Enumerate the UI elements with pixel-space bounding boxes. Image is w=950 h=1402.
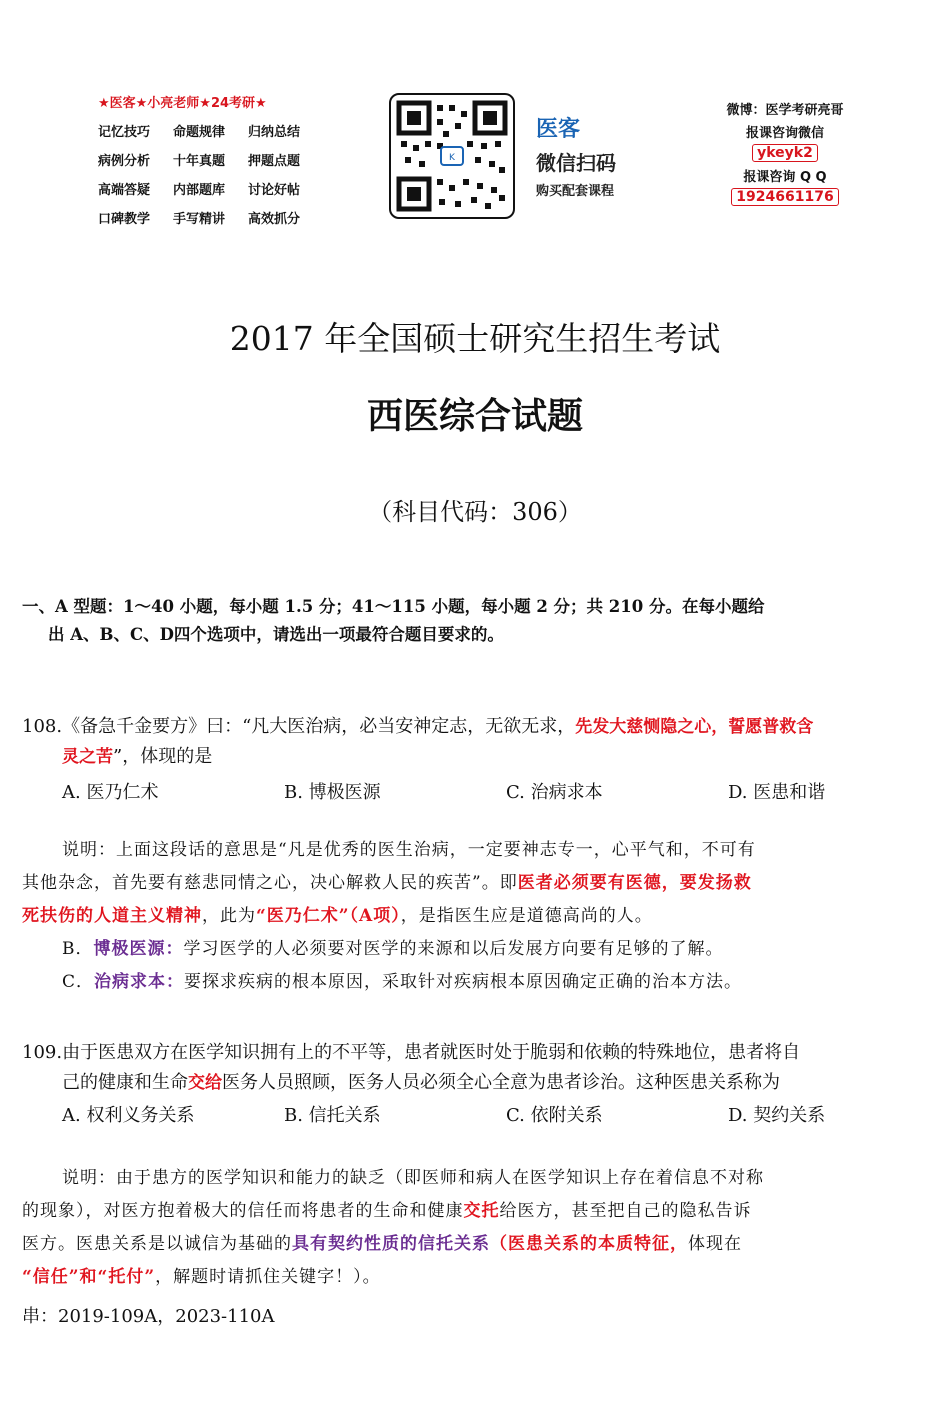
note-text: 要探求疾病的根本原因，采取针对疾病根本原因确定正确的治本方法。: [184, 972, 743, 992]
option-b[interactable]: B. 博极医源: [284, 782, 381, 803]
stem-highlight: 灵之苦: [62, 747, 113, 767]
note-highlight: 交托: [463, 1201, 500, 1221]
question-109-explanation: [22, 1162, 937, 1294]
ad-title: ★医客★小亮老师★24考研★: [98, 96, 267, 111]
note-text: 的现象），对医方抱着极大的信任而将患者的生命和健康: [22, 1201, 464, 1221]
note-text: ，解题时请抓住关键字！）。: [155, 1267, 381, 1287]
brand-logo: 医客: [536, 117, 581, 142]
note-highlight: 死扶伤的人道主义精神: [22, 906, 202, 926]
ad-row: [98, 208, 322, 227]
term-highlight: 博极医源：: [93, 939, 184, 959]
note-highlight: （医患关系的本质特征，: [490, 1234, 688, 1254]
note-text: 体现在: [688, 1234, 742, 1254]
ad-item: 口碑教学: [98, 212, 151, 227]
stem-text: 109.由于医患双方在医学知识拥有上的不平等，患者就医时处于脆弱和依赖的特殊地位，患者将自: [22, 1042, 801, 1063]
ad-item: 归纳总结: [248, 125, 301, 140]
note-highlight: 医者必须要有医德，要发扬救: [517, 873, 752, 893]
option-c[interactable]: C. 依附关系: [506, 1105, 603, 1126]
option-a[interactable]: A. 医乃仁术: [62, 782, 159, 803]
note-line: 说明：上面这段话的意思是“凡是优秀的医生治病，一定要神志专一，心平气和，不可有: [62, 840, 756, 860]
contact-block: [700, 95, 870, 206]
stem-text: ”，体现的是: [113, 746, 213, 767]
stem-highlight: 交给: [188, 1073, 222, 1093]
exam-title: 2017 年全国硕士研究生招生考试: [229, 319, 721, 358]
ad-item: 讨论好帖: [248, 183, 301, 198]
section-line: 一、A 型题：1～40 小题，每小题 1.5 分；41～115 小题，每小题 2 分；共 210 分。在每小题给: [22, 597, 765, 616]
stem-text: 108.《备急千金要方》曰：“凡大医治病，必当安神定志，无欲无求，: [22, 716, 576, 737]
note-text: 医方。医患关系是以诚信为基础的: [22, 1234, 292, 1254]
exam-subtitle: 西医综合试题: [366, 396, 583, 437]
question-108-stem: [22, 712, 932, 772]
qq-label: 报课咨询 Q Q: [743, 170, 827, 185]
stem-text: 己的健康和生命: [62, 1072, 188, 1093]
question-109-options: [22, 1101, 950, 1127]
scan-label: 微信扫码: [536, 151, 616, 175]
buy-label: 购买配套课程: [536, 184, 615, 199]
note-text: 给医方，甚至把自己的隐私告诉: [499, 1201, 752, 1221]
ad-item: 命题规律: [173, 125, 226, 140]
note-text: ，是指医生应是道德高尚的人。: [400, 906, 653, 926]
series-reference: 串：2019-109A，2023-110A: [22, 1306, 275, 1327]
ad-item: 押题点题: [248, 154, 301, 169]
subject-code: （科目代码：306）: [368, 498, 582, 526]
weibo-label: 微博：医学考研亮哥: [726, 103, 844, 118]
option-a[interactable]: A. 权利义务关系: [62, 1105, 195, 1126]
ad-item: 手写精讲: [173, 212, 226, 227]
ad-item: 十年真题: [173, 154, 226, 169]
note-text: ，此为: [202, 906, 256, 926]
note-text: C．: [62, 972, 95, 992]
stem-highlight: 先发大慈恻隐之心，誓愿普救含: [575, 717, 814, 737]
ad-panel: [98, 92, 322, 227]
term-highlight: 治病求本：: [94, 972, 185, 992]
ad-item: 病例分析: [98, 154, 151, 169]
qq-id[interactable]: 1924661176: [731, 188, 838, 206]
option-d[interactable]: D. 契约关系: [728, 1105, 826, 1126]
ad-item: 高端答疑: [98, 183, 151, 198]
note-highlight: “医乃仁术”（A项）: [256, 906, 401, 926]
question-108-explanation: [22, 834, 932, 999]
option-b[interactable]: B. 信托关系: [284, 1105, 381, 1126]
ad-item: 内部题库: [173, 183, 226, 198]
note-text: B．: [62, 939, 94, 959]
question-108-options: [22, 778, 950, 804]
wechat-label: 报课咨询微信: [745, 126, 824, 141]
ad-row: [98, 150, 322, 169]
note-line: 说明：由于患方的医学知识和能力的缺乏（即医师和病人在医学知识上存在着信息不对称: [62, 1168, 764, 1188]
section-heading: [22, 593, 937, 649]
stem-text: 医务人员照顾，医务人员必须全心全意为患者诊治。这种医患关系称为: [222, 1072, 780, 1093]
option-c[interactable]: C. 治病求本: [506, 782, 603, 803]
wechat-id[interactable]: ykeyk2: [752, 144, 818, 162]
section-line: 出 A、B、C、D四个选项中，请选出一项最符合题目要求的。: [48, 625, 504, 644]
note-highlight: “信任”和“托付”: [22, 1267, 156, 1287]
option-d[interactable]: D. 医患和谐: [728, 782, 826, 803]
note-text: 其他杂念，首先要有慈悲同情之心，决心解救人民的疾苦”。即: [22, 873, 518, 893]
ad-item: 记忆技巧: [98, 125, 151, 140]
ad-row: [98, 179, 322, 198]
brand-block: [536, 112, 616, 199]
qr-code-icon[interactable]: [389, 93, 515, 219]
note-text: 学习医学的人必须要对医学的来源和以后发展方向要有足够的了解。: [183, 939, 724, 959]
ad-row: [98, 121, 322, 140]
svg-text:K: K: [449, 153, 455, 163]
term-highlight: 具有契约性质的信托关系: [292, 1234, 490, 1254]
question-109-stem: [22, 1038, 937, 1098]
ad-item: 高效抓分: [248, 212, 301, 227]
